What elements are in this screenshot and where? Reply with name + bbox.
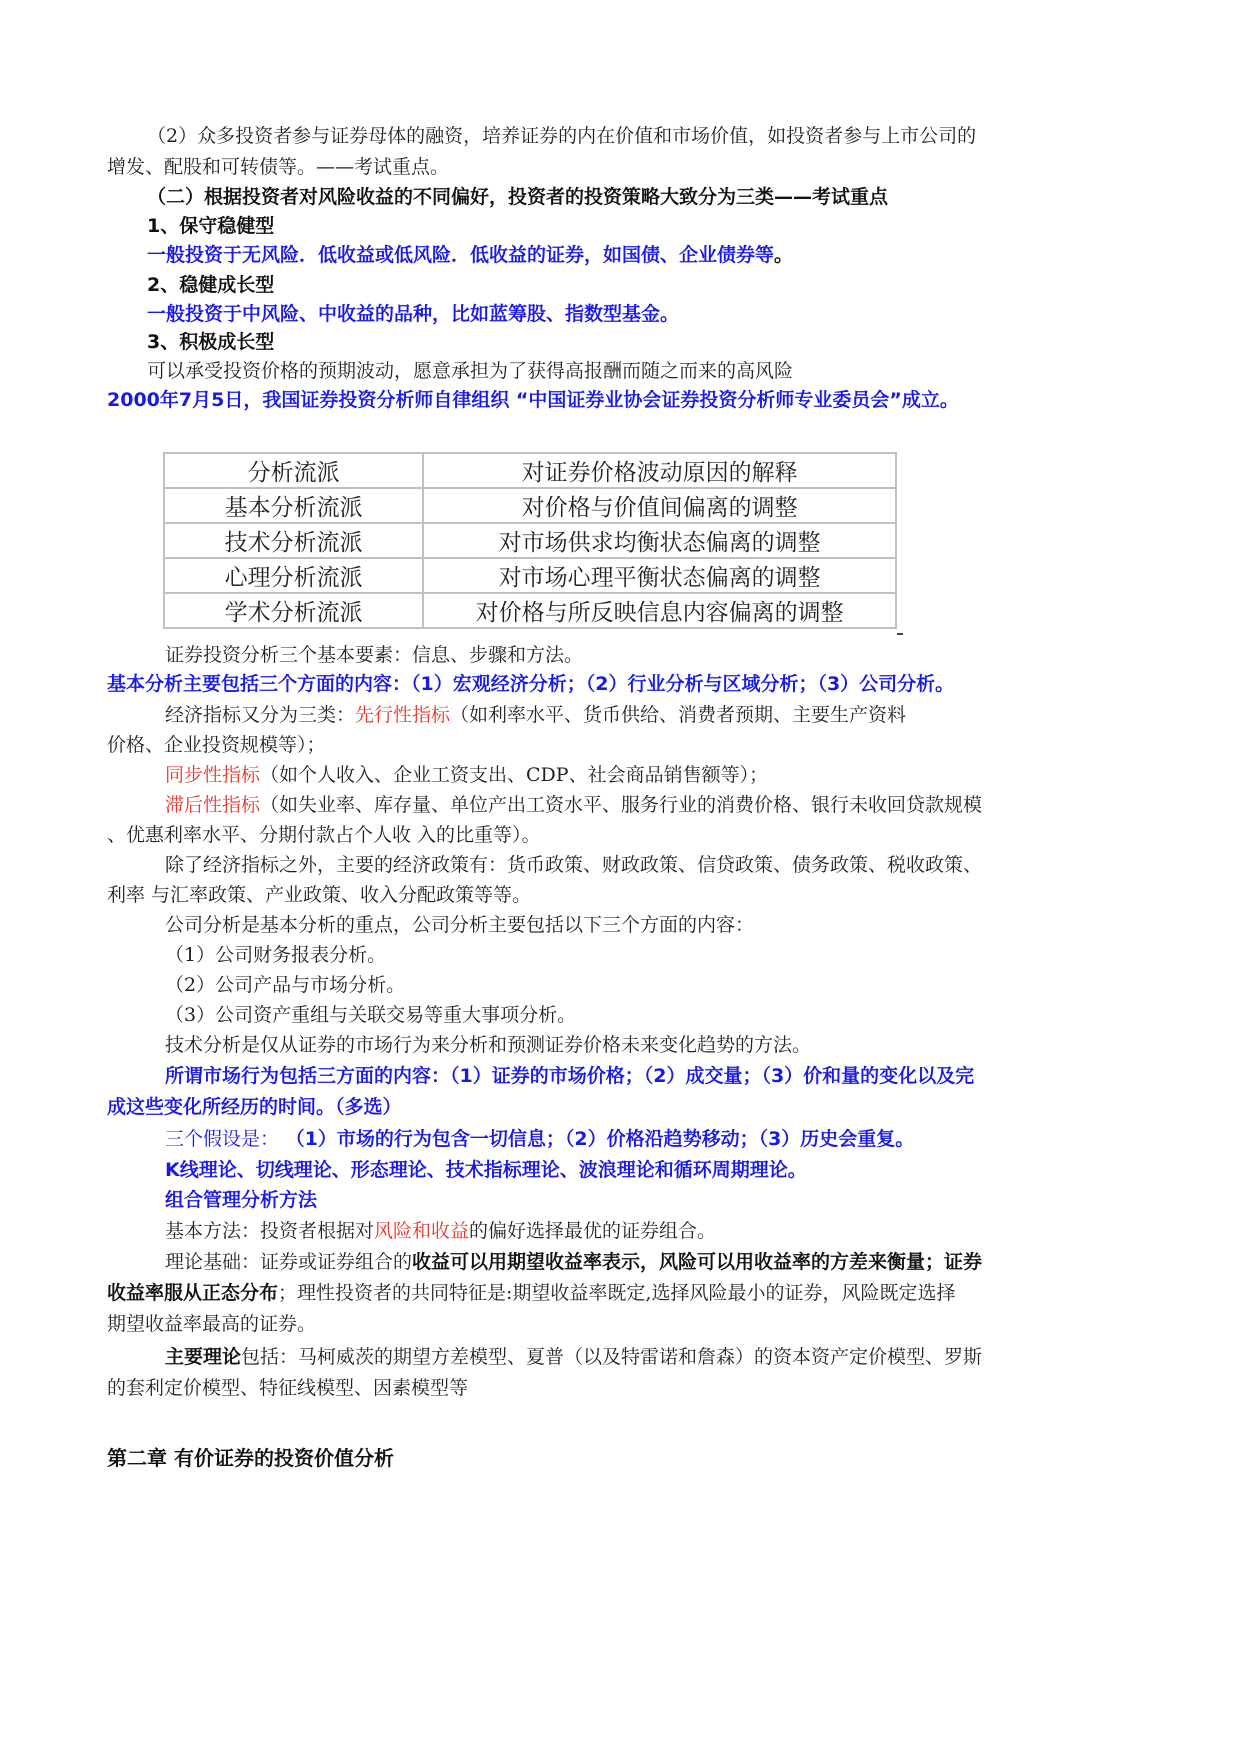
paragraph-line: [165, 700, 906, 730]
paragraph-line: 除了经济指标之外，主要的经济政策有：货币政策、财政政策、信贷政策、债务政策、税收政策、: [165, 854, 983, 876]
text-run: 包括：马柯威茨的期望方差模型、夏普（以及特雷诺和詹森）的资本资产定价模型、罗斯: [241, 1346, 983, 1368]
highlight-line: [147, 240, 793, 270]
table-cell: 技术分析流派: [164, 523, 423, 558]
paragraph-line: 可以承受投资价格的预期波动，愿意承担为了获得高报酬而随之而来的高风险: [147, 360, 794, 382]
list-item: （2）公司产品与市场分析。: [165, 974, 406, 996]
text-run: ；理性投资者的共同特征是:期望收益率既定,选择风险最小的证券，风险既定选择: [278, 1282, 956, 1304]
text-run: 经济指标又分为三类：: [165, 704, 356, 726]
bold-text: 收益率服从正态分布: [107, 1282, 279, 1304]
list-item: （1）公司财务报表分析。: [165, 944, 387, 966]
text-run: （如利率水平、货币供给、消费者预期、主要生产资料: [450, 704, 907, 726]
table-cell: 分析流派: [164, 453, 423, 488]
highlight-line: [165, 1124, 914, 1154]
section-heading: （二）根据投资者对风险收益的不同偏好，投资者的投资策略大致分为三类——考试重点: [147, 186, 889, 208]
analysis-schools-table: [163, 452, 897, 629]
highlight-line: 基本分析主要包括三个方面的内容：（1）宏观经济分析；（2）行业分析与区域分析；（3）公司分析。: [107, 673, 955, 695]
table-cell: 对证券价格波动原因的解释: [423, 453, 896, 488]
bold-text: 收益可以用期望收益率表示，风险可以用收益率的方差来衡量；证券: [412, 1251, 983, 1273]
paragraph-line: [165, 790, 982, 820]
subheading: 2、稳健成长型: [147, 274, 275, 296]
red-term: 风险和收益: [374, 1220, 470, 1242]
highlight-text: 一般投资于无风险．低收益或低风险．低收益的证券，如国债、企业债券等: [147, 244, 775, 266]
red-term: 先行性指标: [355, 704, 451, 726]
paragraph-line: 技术分析是仅从证券的市场行为来分析和预测证券价格未来变化趋势的方法。: [165, 1034, 812, 1056]
paragraph-line: 期望收益率最高的证券。: [107, 1313, 317, 1335]
text-run: 理论基础：证券或证券组合的: [165, 1251, 413, 1273]
table-cell: 心理分析流派: [164, 558, 423, 593]
table-row: [164, 523, 896, 558]
paragraph-line: 增发、配股和可转债等。——考试重点。: [107, 156, 450, 178]
table-row: [164, 488, 896, 523]
text-run: 基本方法：投资者根据对: [165, 1220, 375, 1242]
table-cell: 对价格与价值间偏离的调整: [423, 488, 896, 523]
paragraph-line: 利率 与汇率政策、产业政策、收入分配政策等等。: [107, 884, 532, 906]
chapter-title: 第二章 有价证券的投资价值分析: [107, 1446, 394, 1470]
table-cell: 对市场心理平衡状态偏离的调整: [423, 558, 896, 593]
red-term: 同步性指标: [165, 764, 261, 786]
table-row: [164, 558, 896, 593]
table-corner-mark: [897, 633, 903, 635]
table-cell: 基本分析流派: [164, 488, 423, 523]
paragraph-line: [165, 1342, 982, 1372]
text-run: 的偏好选择最优的证券组合。: [469, 1220, 717, 1242]
paragraph-line: [107, 1278, 955, 1308]
list-item: （3）公司资产重组与关联交易等重大事项分析。: [165, 1004, 577, 1026]
text-run: 三个假设是：: [165, 1128, 280, 1150]
table-row: [164, 453, 896, 488]
paragraph-line: [165, 760, 768, 790]
table-cell: 学术分析流派: [164, 593, 423, 628]
highlight-text: （1）市场的行为包含一切信息；（2）价格沿趋势移动；（3）历史会重复。: [279, 1128, 915, 1150]
table-row: [164, 593, 896, 628]
paragraph-line: 的套利定价模型、特征线模型、因素模型等: [107, 1377, 469, 1399]
highlight-line: 一般投资于中风险、中收益的品种，比如蓝筹股、指数型基金。: [147, 303, 680, 325]
highlight-line: 成这些变化所经历的时间。（多选）: [107, 1096, 402, 1118]
paragraph-line: 价格、企业投资规模等）；: [107, 734, 326, 756]
highlight-line: K线理论、切线理论、形态理论、技术指标理论、波浪理论和循环周期理论。: [165, 1159, 807, 1181]
paragraph-line: 、优惠利率水平、分期付款占个人收 入的比重等）。: [107, 824, 541, 846]
highlight-line: 所谓市场行为包括三方面的内容：（1）证券的市场价格；（2）成交量；（3）价和量的变化以及完: [165, 1065, 975, 1087]
paragraph-line: [165, 1247, 982, 1277]
highlight-line: 2000年7月5日，我国证券投资分析师自律组织 “中国证券业协会证券投资分析师专业委员会”成立。: [107, 389, 959, 411]
bold-text: 主要理论: [165, 1346, 242, 1368]
highlight-line: 组合管理分析方法: [165, 1189, 318, 1211]
paragraph-line: [165, 1216, 716, 1246]
table-cell: 对价格与所反映信息内容偏离的调整: [423, 593, 896, 628]
period-mark: 。: [774, 244, 794, 266]
subheading: 1、保守稳健型: [147, 215, 275, 237]
paragraph-line: 证券投资分析三个基本要素：信息、步骤和方法。: [165, 644, 584, 666]
table-cell: 对市场供求均衡状态偏离的调整: [423, 523, 896, 558]
text-run: （如失业率、库存量、单位产出工资水平、服务行业的消费价格、银行未收回贷款规模: [260, 794, 983, 816]
text-run: （如个人收入、企业工资支出、CDP、社会商品销售额等）；: [260, 764, 769, 786]
subheading: 3、积极成长型: [147, 331, 275, 353]
paragraph-line: （2）众多投资者参与证券母体的融资，培养证券的内在价值和市场价值，如投资者参与上市公司的: [147, 125, 977, 147]
paragraph-line: 公司分析是基本分析的重点，公司分析主要包括以下三个方面的内容：: [165, 914, 755, 936]
red-term: 滞后性指标: [165, 794, 261, 816]
